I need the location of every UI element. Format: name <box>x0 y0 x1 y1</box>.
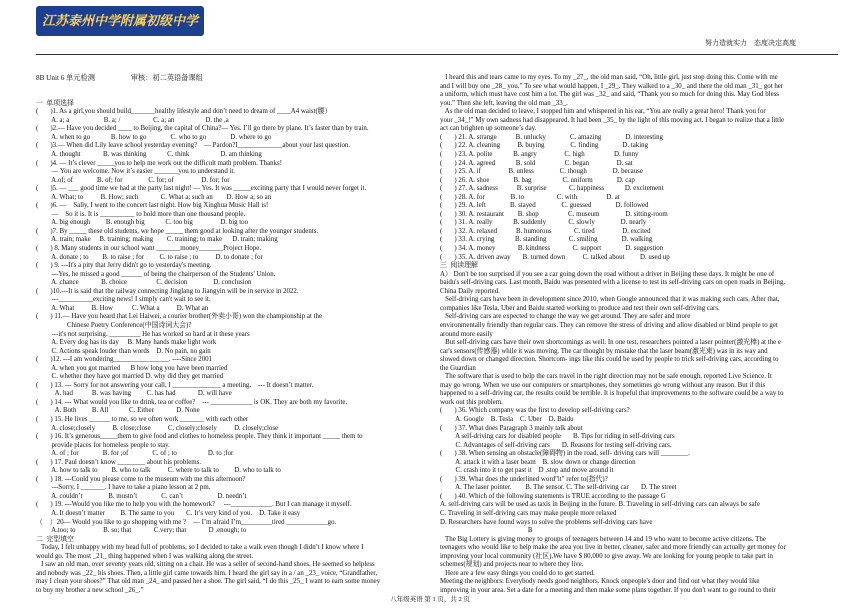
text-line: A. when to go B. how to go C. who to go D. where to go <box>36 133 272 141</box>
text-line: ( ) 35. A. driven away B. turned down C. talked about D. used up <box>440 253 670 261</box>
text-line: ( ) 26. A. shoe B. bag C. uniform D. cap <box>440 176 635 184</box>
text-line: ( ) 34. A. money B. kindness C. support D. suggestion <box>440 245 664 253</box>
text-line: ( ) 29. A. left B. stayed C. guessed D. followed <box>440 202 649 210</box>
text-line: act can brighten up someone’s day. <box>440 125 537 133</box>
text-line: I heard this and tears came to my eyes. To my _27_, the old man said, “Oh, little girl, just stop doing this. Come with me <box>440 74 778 82</box>
text-line: A. donate ; to B. to raise ; for C. to raise ; to D. to donate ; for <box>36 253 263 261</box>
text-line: ( ) 11.— Have you heard that Lei Haiwei, a courier brother(外卖小哥) won the championship at the <box>36 313 323 321</box>
text-line: companies like Tesla, Uber and Baidu started working to produce and test their own self-driving cars. <box>440 304 720 312</box>
text-line: A. self-driving cars will be used as taxis in Beijing in the future. B. Traveling in self-driving cars can always be safe <box>440 501 760 509</box>
text-line: ( )12. ---I am wondering________________. ----Since 2001 <box>36 356 213 364</box>
text-line: A. train; make B. training; making C. training; to make D. train; making <box>36 236 278 244</box>
text-line: D. Researchers have found ways to solve the problems self-driving cars have <box>440 518 653 526</box>
text-line: you.” Then she left, leaving the old man _33_. <box>440 99 568 107</box>
text-line: A. thought B. was thinking C. think D. am thinking <box>36 151 262 159</box>
text-line: ( )6. — Sally, I went to the concert last night. How big Xinghua Music Hall is! <box>36 202 269 210</box>
text-line: and nobody was _22_ his shoes. Then, a little girl came towards him. I heard the girl say in a / an _23_ voice, “Grandfather, <box>36 569 378 577</box>
text-line: ( )2.— Have you decided ____ to Beijing, the capital of China?— Yes. I’ll go there by plane. It’s faster than by train. <box>36 125 369 133</box>
text-line: ( ) 18. ---Could you please come to the museum with me this afternoon? <box>36 475 246 483</box>
text-line: ( )3.— When did Lily leave school yesterday evening? — Pardon?I_____________about your last question. <box>36 142 351 150</box>
text-line: ( ) 33. A. crying B. standing C. smiling D. walking <box>440 236 653 244</box>
text-line: the Guardian <box>440 364 476 372</box>
text-line: happened to a self-driving car, the results could be terrible. It is hopeful that improvements to the software could be a way to <box>440 390 784 398</box>
text-line: A. Both B. All C. Either D. None <box>36 407 200 415</box>
text-line: may I clean your shoes?” That old man _24_ and passed her a shoe. The girl said, “I do this _25_ I want to earn some money <box>36 578 381 586</box>
text-line: A. a; a B. a; / C. a; an D. the ,a <box>36 116 229 124</box>
text-line: ( ) 21. A. strange B. unlucky C. amazing D. interesting <box>440 133 663 141</box>
text-line: C. Traveling in self-driving cars may make people more relaxed <box>440 509 617 517</box>
text-line: ( ) 39. What does the underlined word"it" refer to(指代)? <box>440 475 608 483</box>
text-line: A. What B. How C. What a D. What an <box>36 304 209 312</box>
text-line: B <box>440 527 533 535</box>
text-line: ( ) 23. A. polite B. angry C. high D. funny <box>440 151 639 159</box>
text-line: A. Google B. Tesla C. Uber D. Baidu <box>440 415 574 423</box>
text-line: As the old man decided to leave, I stopped him and whispered in his ear, “You are really a great hero! Thank you for <box>440 108 766 116</box>
text-line: Today, I felt unhappy with my head full of problems, so I decided to take a walk even though I didn’t I know where I <box>36 544 364 552</box>
text-line: ( ) 17. Paul doesn’t know ________ about his problems. <box>36 458 202 466</box>
left-column <box>36 57 419 613</box>
text-line: improving your local community (社区),We have $ 80,000 to give away. We are looking for young people to take part in <box>440 552 774 560</box>
text-line: ---__________exciting news! I simply can't wait to see it. <box>36 296 211 304</box>
text-line: ( ) 37. What does Paragraph 3 mainly talk about <box>440 424 583 432</box>
text-line: C. crash into it to get past it D .stop and move around it <box>440 467 614 475</box>
header-rule <box>36 54 838 55</box>
text-line: ---Yes, he missed a good ______ of being the chairperson of the Students' Union. <box>36 270 276 278</box>
text-line: ( ) 38. When sensing an obstacle(障碍物) in the road, self- driving cars will ________. <box>440 450 690 458</box>
text-line: A. It doesn’t matter B. The same to you C. It’s very kind of you. D. Take it easy <box>36 509 301 517</box>
text-line: ---Sorry, I _______. I have to take a piano lesson at 2 pm. <box>36 484 211 492</box>
text-line: teenagers who would like to help make the area you live in better, cleaner, safer and more friendly can actually get money for <box>440 544 786 552</box>
text-line: ( )1. As a girl,you should build_______healthy lifestyle and don’t need to dream of ____A4 waist(腰） <box>36 108 332 116</box>
text-line: ( ) 22. A. cleaning B. buying C. finding D. taking <box>440 142 649 150</box>
text-line: A. when you got married B how long you have been married <box>36 364 228 372</box>
right-column <box>440 57 838 613</box>
text-line: A. chance B. choice C. decision D. conclusion <box>36 279 252 287</box>
text-line: ( ) 24. A. agreed B. sold C. began D. sat <box>440 159 633 167</box>
text-line: may go wrong. When we use our computers or smartphones, they sometimes go wrong without any reason. But if this <box>440 381 766 389</box>
text-line: A. Every dog has its day B. Many hands make light work <box>36 339 217 347</box>
text-line: A. The laser pointer. B. The sensor. C. The self-driving car D. The street <box>440 484 677 492</box>
text-line: provide places for homeless people to stay. <box>36 441 170 449</box>
text-line: environmentally friendly than regular cars. They can remove the stress of driving and allow disabled or blind people to get <box>440 321 778 329</box>
text-line: — You are welcome. Now it’s easier _______you to understand it. <box>36 168 236 176</box>
school-logo: 江苏泰州中学附属初级中学 <box>36 6 204 36</box>
text-line: ( ) 28. A. for B. to C. with D. at <box>440 193 620 201</box>
text-line: A. attack it with a laser beam B. slow down or change direction <box>440 458 636 466</box>
text-line: C. Advantages of self-driving cars D. Reasons for testing self-driving cars. <box>440 441 672 449</box>
text-line: A.too; to B. so; that C.very; that D .enough; to <box>36 527 247 535</box>
text-line: ( ) 31. A. really B. suddenly C. slowly D. nearly <box>440 219 647 227</box>
text-line: The Big Lottery is giving money to groups of teenagers between 14 and 19 who want to become active citizens. The <box>440 535 766 543</box>
text-line: A. couldn’t B. mustn’t C. can’t D. needn’t <box>36 492 247 500</box>
exam-title: 8B Unit 6 单元检测 <box>36 74 95 83</box>
text-line: China Daily reported. <box>440 287 500 295</box>
text-line: A. close;closely B. close;close C. closely;closely D. closely;close <box>36 424 279 432</box>
text-line: ( ) 15. He lives ______ to me, so we often work _______ with each other <box>36 415 249 423</box>
header-motto: 努力造就实力 态度决定高度 <box>705 39 796 47</box>
text-line: Self-driving cars are expected to change the way we get around. They are safer and more <box>440 313 691 321</box>
text-line: A. had B. was having C. has had D. will have <box>36 390 232 398</box>
text-line: and I will buy one _28_ you.” To see what would happen, I _29_. They walked to a _30_ and there the old man _31_ got her <box>440 82 784 90</box>
text-line: work out this problem. <box>440 398 503 406</box>
text-line: A. of ; for B. for ;of C. of ; to D. to ;for <box>36 450 234 458</box>
text-line: ( ) 36. Which company was the first to develop self-driving cars? <box>440 407 630 415</box>
right-text <box>440 74 838 595</box>
text-line: ( ) 19. ---Would you like me to help you with the homework? ---____________. But I can manage it myself. <box>36 501 352 509</box>
text-line: to buy my brother a new school _26_.” <box>36 586 144 594</box>
text-line: C. Actions speak louder than words D. No pain, no gain <box>36 347 211 355</box>
text-line: A. how to talk to B. who to talk C. where to talk to D. who to talk to <box>36 467 281 475</box>
text-line: A self-driving cars for disabled people B. Tips for riding in self-driving cars <box>440 433 675 441</box>
exam-title-line <box>36 74 419 83</box>
text-line: your _34_!” My own sadness had disappeared. It had been _35_ by the light of this moving act. I began to realize that a little <box>440 116 785 124</box>
text-line: Meeting the neighbors: Everybody needs good neighbors. Knock onpeople's door and find out what they would like <box>440 578 760 586</box>
text-line: schemes(规划) and projects near to where they live. <box>440 561 584 569</box>
text-line: ( ) 16. It’s generous_____them to give food and clothes to homeless people. They think it important _____ them to <box>36 433 363 441</box>
text-line: 三 阅读理解 <box>440 262 478 270</box>
text-line: A） Don't be too surprised if you see a car going down the road without a driver in Beijing these days. It might be one of <box>440 270 775 278</box>
exam-meta: 审核：初二英语备课组 <box>130 74 203 83</box>
text-line: 二 完型填空 <box>36 535 74 543</box>
text-line: ( )4. — It’s clever _____you to help me work out the difficult math problem. Thanks! <box>36 159 283 167</box>
text-line: ( ) 9. ---It's a pity that Jerry didn't go to yesterday's meeting. <box>36 262 212 270</box>
text-line: A. big enough B. enough big C. too big D. big too <box>36 219 249 227</box>
text-line: a uniform, which must have cost him a lot. The girl was _32_ and said, “Thank you so much for doing this. May God bless <box>440 91 779 99</box>
text-line: 一 单项选择 <box>36 99 74 107</box>
text-line: ( ) 27. A. sadness B. surprise C. happiness D. excitement <box>440 185 664 193</box>
text-line: — So it is. It is __________ to hold more than one thousand people. <box>36 210 246 218</box>
left-text <box>36 100 419 596</box>
text-line: would go. The most _21_ thing happened when I was walking along the street. <box>36 552 254 560</box>
text-line: Here are a few easy things you could do to get started. <box>440 569 595 577</box>
page-footer: 八年级英语 第 1 页，共 2 页 <box>390 596 470 603</box>
text-line: around more easily <box>440 330 493 338</box>
text-line: car's sensors(传感器) while it was moving. The car thought by mistake that the laser beam(激光束) was in its way and <box>440 347 768 355</box>
text-line: A. What; to B. How; such C. What a; such an D. How a; so an <box>36 193 272 201</box>
text-line: The software that is used to help the cars travel in the right direction may not be safe enough, reported Live Science. It <box>440 373 772 381</box>
text-line: Self-driving cars have been in development since 2010, when Google announced that it was making such cars. After that, <box>440 296 780 304</box>
text-line: But self-driving cars have their own shortcomings as well. In one test, researchers pointed a laser pointer(激光棒) at the e <box>440 339 781 347</box>
text-line: （ ）20— Would you like to go shopping with me ? — I’m afraid I’m_________tired ____________go. <box>36 518 337 526</box>
text-line: ( )7. By _____ these old students, we hope _____ them good at looking after the younger students. <box>36 227 319 235</box>
text-line: ( ) 32. A. relaxed B. humorous C. tired D. excited <box>440 227 651 235</box>
text-line: ( ) 13. --- Sorry for not answering your call, I ______________ a meeting. --- It doesn’t matter. <box>36 381 314 389</box>
text-line: ( ) 14. --- What would you like to drink, tea or coffee? --- ____________ is OK. They are both my favorite. <box>36 398 348 406</box>
text-line: ( )5. — ___ good time we had at the party last night! — Yes. It was _____exciting party that I would never forget it. <box>36 185 367 193</box>
text-line: A.of; of B. of; for C. for; of D. for; for <box>36 176 230 184</box>
text-line: ( )10.---It is said that the railway connecting Jinglang to Jiangyin will be in service in 2022. <box>36 287 299 295</box>
text-line: Chinese Poetry Conference(中国诗词大会)? <box>36 321 192 329</box>
text-line: ( ) 40. Which of the following statements is TRUE according to the passage G <box>440 492 666 500</box>
text-line: ( ) 8. Many students in our school want _______money_______Project Hope. <box>36 245 262 253</box>
text-line: ( ) 30. A. restaurant B. shop C. museum D. sitting-room <box>440 210 668 218</box>
text-line: slowed down or changed direction. Shortcom- ings like this could be used by people to trick self-driving cars, according to <box>440 356 779 364</box>
text-line: improving in your area. Set a date for a meeting and then make some plans together. If you don't want to go round to their <box>440 586 776 594</box>
text-line: ---it's not surprising. _________ He has worked so hard at it these years <box>36 330 250 338</box>
text-line: I saw an old man, over seventy years old, sitting on a chair. He was a seller of second-hand shoes. He seemed so helpless <box>36 561 375 569</box>
text-line: C. whether they have got married D. why did they get married <box>36 373 224 381</box>
text-line: baidu's self-driving cars. Last month, Baidu was presented with a license to test its self-driving cars on open roads in Beijing, <box>440 279 786 287</box>
text-line: ( ) 25. A. if B. unless C. though D. because <box>440 168 643 176</box>
